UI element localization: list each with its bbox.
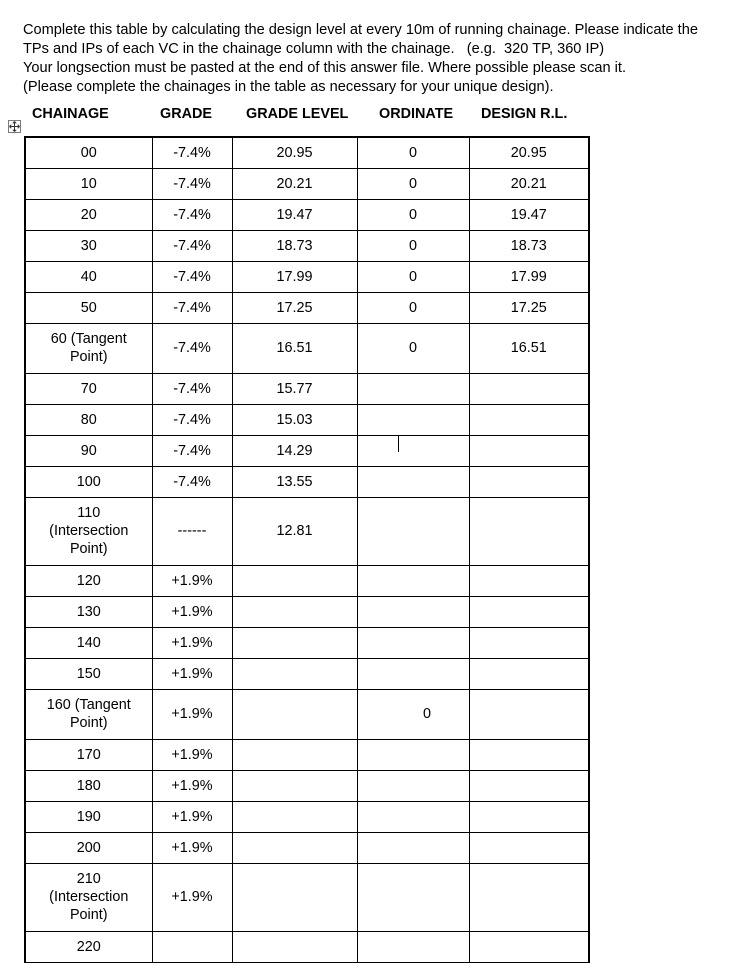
cell-grade[interactable]: -7.4% <box>152 323 232 373</box>
cell-grade[interactable]: +1.9% <box>152 565 232 596</box>
cell-grade[interactable]: -7.4% <box>152 292 232 323</box>
cell-design-rl[interactable]: 18.73 <box>469 230 589 261</box>
table-row <box>25 323 589 373</box>
cell-chainage[interactable]: 20 <box>25 199 152 230</box>
cell-grade[interactable]: -7.4% <box>152 435 232 466</box>
cell-design-rl[interactable] <box>469 596 589 627</box>
cell-grade[interactable]: +1.9% <box>152 596 232 627</box>
cell-grade[interactable]: +1.9% <box>152 801 232 832</box>
cell-grade[interactable]: +1.9% <box>152 689 232 739</box>
cell-chainage[interactable]: 210 (Intersection Point) <box>25 863 152 931</box>
cell-chainage[interactable]: 110 (Intersection Point) <box>25 497 152 565</box>
cell-chainage[interactable]: 190 <box>25 801 152 832</box>
instruction-line: TPs and IPs of each VC in the chainage column with the chainage. (e.g. 320 TP, 360 IP) <box>23 41 605 57</box>
cell-design-rl[interactable] <box>469 435 589 466</box>
cell-design-rl[interactable] <box>469 497 589 565</box>
cell-design-rl[interactable] <box>469 863 589 931</box>
cell-ordinate[interactable] <box>357 739 469 770</box>
cell-chainage[interactable]: 100 <box>25 466 152 497</box>
cell-design-rl[interactable] <box>469 404 589 435</box>
cell-grade-level[interactable]: 16.51 <box>232 323 357 373</box>
cell-grade-level[interactable] <box>232 770 357 801</box>
cell-grade[interactable]: ------ <box>152 497 232 565</box>
table-headers <box>0 106 748 126</box>
cell-design-rl[interactable]: 17.25 <box>469 292 589 323</box>
cell-grade[interactable]: -7.4% <box>152 373 232 404</box>
cell-chainage[interactable]: 170 <box>25 739 152 770</box>
cell-grade-level[interactable]: 12.81 <box>232 497 357 565</box>
cell-ordinate[interactable] <box>357 565 469 596</box>
cell-design-rl[interactable] <box>469 373 589 404</box>
cell-design-rl[interactable] <box>469 466 589 497</box>
cell-ordinate[interactable]: 0 <box>357 292 469 323</box>
cell-chainage[interactable]: 120 <box>25 565 152 596</box>
cell-ordinate[interactable] <box>357 404 469 435</box>
header-ordinate: ORDINATE <box>379 106 454 122</box>
cell-grade-level[interactable] <box>232 627 357 658</box>
cell-grade-level[interactable] <box>232 739 357 770</box>
cell-grade-level[interactable]: 17.99 <box>232 261 357 292</box>
cell-grade[interactable]: +1.9% <box>152 832 232 863</box>
table-row <box>25 627 589 658</box>
table-row <box>25 832 589 863</box>
design-level-table <box>24 136 590 963</box>
table-row <box>25 497 589 565</box>
cell-design-rl[interactable] <box>469 801 589 832</box>
cell-grade-level[interactable] <box>232 689 357 739</box>
cell-design-rl[interactable]: 17.99 <box>469 261 589 292</box>
cell-grade-level[interactable] <box>232 658 357 689</box>
table-row <box>25 466 589 497</box>
cell-chainage[interactable]: 150 <box>25 658 152 689</box>
cell-grade[interactable]: -7.4% <box>152 404 232 435</box>
cell-grade[interactable] <box>152 931 232 962</box>
cell-grade[interactable]: -7.4% <box>152 168 232 199</box>
header-chainage: CHAINAGE <box>32 106 109 122</box>
cell-grade-level[interactable] <box>232 832 357 863</box>
header-grade-level: GRADE LEVEL <box>246 106 349 122</box>
table-row <box>25 689 589 739</box>
cell-grade-level[interactable] <box>232 801 357 832</box>
instructions <box>23 21 738 97</box>
table-row <box>25 404 589 435</box>
cell-ordinate[interactable] <box>357 832 469 863</box>
cell-ordinate[interactable]: 0 <box>357 323 469 373</box>
table-row <box>25 137 589 168</box>
cell-ordinate[interactable] <box>357 627 469 658</box>
cell-ordinate[interactable] <box>357 801 469 832</box>
cell-grade-level[interactable]: 15.77 <box>232 373 357 404</box>
cell-chainage[interactable]: 40 <box>25 261 152 292</box>
cell-grade-level[interactable]: 20.21 <box>232 168 357 199</box>
table-row <box>25 770 589 801</box>
instruction-line: Your longsection must be pasted at the end of this answer file. Where possible please scan it. <box>23 60 627 76</box>
cell-design-rl[interactable]: 20.95 <box>469 137 589 168</box>
table-row <box>25 739 589 770</box>
cell-chainage[interactable]: 220 <box>25 931 152 962</box>
cell-ordinate[interactable]: 0 <box>357 261 469 292</box>
cell-ordinate[interactable]: 0 <box>357 689 469 739</box>
cell-design-rl[interactable] <box>469 931 589 962</box>
cell-ordinate[interactable] <box>357 863 469 931</box>
table-row <box>25 863 589 931</box>
header-design-rl: DESIGN R.L. <box>481 106 568 122</box>
table-row <box>25 435 589 466</box>
cell-grade-level[interactable] <box>232 863 357 931</box>
cell-ordinate[interactable] <box>357 596 469 627</box>
cell-ordinate[interactable]: 0 <box>357 230 469 261</box>
cell-grade[interactable]: +1.9% <box>152 627 232 658</box>
cell-design-rl[interactable] <box>469 565 589 596</box>
cell-chainage[interactable]: 80 <box>25 404 152 435</box>
cell-ordinate[interactable]: 0 <box>357 199 469 230</box>
instruction-line: (Please complete the chainages in the table as necessary for your unique design). <box>23 79 554 95</box>
cell-grade-level[interactable]: 13.55 <box>232 466 357 497</box>
table-row <box>25 230 589 261</box>
cell-grade-level[interactable]: 14.29 <box>232 435 357 466</box>
table-row <box>25 168 589 199</box>
cell-grade-level[interactable]: 20.95 <box>232 137 357 168</box>
cell-ordinate[interactable] <box>357 497 469 565</box>
cell-grade[interactable]: -7.4% <box>152 261 232 292</box>
cell-design-rl[interactable] <box>469 832 589 863</box>
cell-grade[interactable]: -7.4% <box>152 466 232 497</box>
cell-grade-level[interactable]: 18.73 <box>232 230 357 261</box>
cell-chainage[interactable]: 50 <box>25 292 152 323</box>
instruction-line: Complete this table by calculating the design level at every 10m of running chainage. Please indicate the <box>23 22 698 38</box>
cell-ordinate[interactable] <box>357 435 469 466</box>
table-row <box>25 373 589 404</box>
cell-grade-level[interactable]: 15.03 <box>232 404 357 435</box>
cell-chainage[interactable]: 10 <box>25 168 152 199</box>
cell-ordinate[interactable]: 0 <box>357 137 469 168</box>
cell-chainage[interactable]: 140 <box>25 627 152 658</box>
cell-grade-level[interactable]: 17.25 <box>232 292 357 323</box>
cell-grade-level[interactable] <box>232 596 357 627</box>
cell-design-rl[interactable]: 16.51 <box>469 323 589 373</box>
cell-grade[interactable]: -7.4% <box>152 137 232 168</box>
cell-design-rl[interactable]: 19.47 <box>469 199 589 230</box>
cell-grade[interactable]: +1.9% <box>152 863 232 931</box>
cell-ordinate[interactable] <box>357 658 469 689</box>
cell-design-rl[interactable] <box>469 739 589 770</box>
cell-grade-level[interactable] <box>232 565 357 596</box>
cell-ordinate[interactable] <box>357 373 469 404</box>
cell-grade[interactable]: +1.9% <box>152 770 232 801</box>
table-row <box>25 658 589 689</box>
table-row <box>25 565 589 596</box>
cell-grade-level[interactable]: 19.47 <box>232 199 357 230</box>
cell-grade-level[interactable] <box>232 931 357 962</box>
table-row <box>25 199 589 230</box>
cell-chainage[interactable]: 60 (Tangent Point) <box>25 323 152 373</box>
cell-grade[interactable]: +1.9% <box>152 739 232 770</box>
cell-chainage[interactable]: 180 <box>25 770 152 801</box>
cell-design-rl[interactable] <box>469 658 589 689</box>
cell-ordinate[interactable]: 0 <box>357 168 469 199</box>
cell-chainage[interactable]: 200 <box>25 832 152 863</box>
cell-grade[interactable]: -7.4% <box>152 230 232 261</box>
cell-chainage[interactable]: 90 <box>25 435 152 466</box>
cell-chainage[interactable]: 00 <box>25 137 152 168</box>
table-move-handle-icon[interactable] <box>8 120 21 133</box>
cell-ordinate[interactable] <box>357 770 469 801</box>
cell-design-rl[interactable] <box>469 689 589 739</box>
table-row <box>25 292 589 323</box>
table-row <box>25 801 589 832</box>
cell-chainage[interactable]: 160 (Tangent Point) <box>25 689 152 739</box>
cell-chainage[interactable]: 70 <box>25 373 152 404</box>
cell-chainage[interactable]: 30 <box>25 230 152 261</box>
header-grade: GRADE <box>160 106 212 122</box>
cell-chainage[interactable]: 130 <box>25 596 152 627</box>
cell-ordinate[interactable] <box>357 466 469 497</box>
text-cursor <box>398 435 399 452</box>
cell-ordinate[interactable] <box>357 931 469 962</box>
cell-design-rl[interactable] <box>469 627 589 658</box>
cell-grade[interactable]: -7.4% <box>152 199 232 230</box>
table-row <box>25 261 589 292</box>
table-row <box>25 596 589 627</box>
cell-design-rl[interactable]: 20.21 <box>469 168 589 199</box>
cell-design-rl[interactable] <box>469 770 589 801</box>
table-row <box>25 931 589 962</box>
cell-grade[interactable]: +1.9% <box>152 658 232 689</box>
